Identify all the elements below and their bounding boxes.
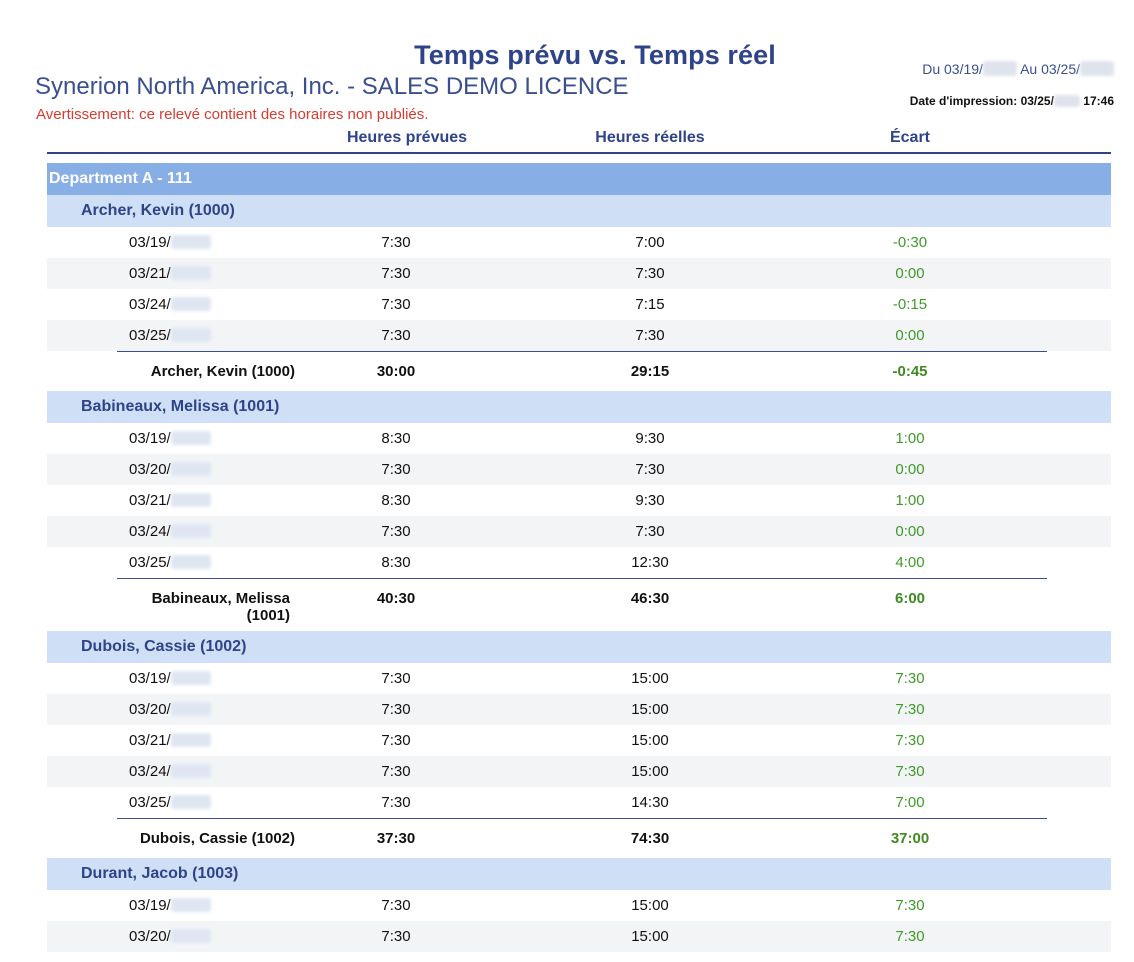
table-row — [47, 516, 1111, 547]
planned-hours: 7:30 — [381, 461, 411, 478]
variance-hours: 4:00 — [895, 554, 925, 571]
table-row — [47, 694, 1111, 725]
variance-hours: 7:30 — [895, 732, 925, 749]
actual-hours: 14:30 — [631, 794, 669, 811]
actual-hours: 15:00 — [631, 701, 669, 718]
variance-hours: 7:30 — [895, 763, 925, 780]
table-row — [47, 890, 1111, 921]
redacted-year — [171, 702, 211, 716]
redacted-year — [171, 266, 211, 280]
total-planned: 30:00 — [376, 363, 416, 380]
date-range — [922, 61, 1114, 77]
row-date: 03/19/ — [129, 430, 171, 447]
employee-total-row — [47, 818, 1111, 858]
row-date: 03/24/ — [129, 296, 171, 313]
table-row — [47, 663, 1111, 694]
redacted-year — [171, 493, 211, 507]
table-row — [47, 423, 1111, 454]
planned-hours: 8:30 — [381, 492, 411, 509]
total-divider — [117, 578, 1047, 579]
header-divider — [47, 152, 1111, 154]
actual-hours: 7:30 — [635, 265, 665, 282]
variance-hours: 0:00 — [895, 327, 925, 344]
actual-hours: 12:30 — [631, 554, 669, 571]
employee-total-row — [47, 578, 1111, 631]
redacted-year — [171, 462, 211, 476]
planned-hours: 7:30 — [381, 670, 411, 687]
row-date: 03/20/ — [129, 701, 171, 718]
variance-hours: 0:00 — [895, 265, 925, 282]
planned-hours: 7:30 — [381, 701, 411, 718]
total-variance: -0:45 — [892, 363, 928, 380]
actual-hours: 15:00 — [631, 763, 669, 780]
planned-hours: 7:30 — [381, 763, 411, 780]
table-row — [47, 454, 1111, 485]
row-date: 03/19/ — [129, 670, 171, 687]
range-to-label: Au 03/25/ — [1020, 61, 1080, 77]
variance-hours: -0:15 — [892, 296, 928, 313]
report-table — [47, 163, 1111, 952]
table-row — [47, 756, 1111, 787]
row-date: 03/19/ — [129, 234, 171, 251]
actual-hours: 7:30 — [635, 327, 665, 344]
row-date: 03/21/ — [129, 732, 171, 749]
row-date: 03/24/ — [129, 523, 171, 540]
company-name: Synerion North America, Inc. - SALES DEMO LICENCE — [35, 73, 629, 100]
redacted-year — [171, 235, 211, 249]
total-employee-name: Archer, Kevin (1000) — [150, 363, 295, 380]
variance-hours: 7:30 — [895, 670, 925, 687]
redacted-year — [171, 671, 211, 685]
total-employee-name: Babineaux, Melissa (1001) — [151, 590, 290, 624]
table-row — [47, 921, 1111, 952]
row-date: 03/25/ — [129, 794, 171, 811]
redacted-year — [171, 555, 211, 569]
employee-header: Archer, Kevin (1000) — [47, 195, 1111, 227]
print-time: 17:46 — [1083, 94, 1114, 108]
row-date: 03/21/ — [129, 492, 171, 509]
row-date: 03/25/ — [129, 327, 171, 344]
redacted-year — [171, 764, 211, 778]
table-row — [47, 320, 1111, 351]
planned-hours: 8:30 — [381, 430, 411, 447]
redacted-year — [983, 61, 1017, 76]
row-date: 03/21/ — [129, 265, 171, 282]
planned-hours: 7:30 — [381, 794, 411, 811]
actual-hours: 9:30 — [635, 430, 665, 447]
range-from-label: Du 03/19/ — [922, 61, 983, 77]
print-date-label: Date d'impression: 03/25/ — [909, 94, 1054, 108]
table-row — [47, 787, 1111, 818]
variance-hours: -0:30 — [892, 234, 928, 251]
actual-hours: 15:00 — [631, 732, 669, 749]
redacted-year — [171, 431, 211, 445]
actual-hours: 7:00 — [635, 234, 665, 251]
total-planned: 37:30 — [376, 830, 416, 847]
table-row — [47, 289, 1111, 320]
report-title: Temps prévu vs. Temps réel — [414, 40, 776, 70]
employee-header: Durant, Jacob (1003) — [47, 858, 1111, 890]
redacted-year — [171, 733, 211, 747]
redacted-year — [171, 929, 211, 943]
total-divider — [117, 351, 1047, 352]
total-actual: 74:30 — [630, 830, 670, 847]
redacted-year — [171, 524, 211, 538]
actual-hours: 7:30 — [635, 523, 665, 540]
redacted-year — [1080, 61, 1114, 76]
employee-header: Dubois, Cassie (1002) — [47, 631, 1111, 663]
planned-hours: 7:30 — [381, 928, 411, 945]
unpublished-warning: Avertissement: ce relevé contient des horaires non publiés. — [36, 106, 429, 123]
total-divider — [117, 818, 1047, 819]
redacted-year — [171, 898, 211, 912]
row-date: 03/20/ — [129, 461, 171, 478]
planned-hours: 7:30 — [381, 234, 411, 251]
table-row — [47, 725, 1111, 756]
total-actual: 29:15 — [630, 363, 670, 380]
row-date: 03/19/ — [129, 897, 171, 914]
variance-hours: 7:30 — [895, 928, 925, 945]
actual-hours: 7:30 — [635, 461, 665, 478]
employee-header: Babineaux, Melissa (1001) — [47, 391, 1111, 423]
row-date: 03/25/ — [129, 554, 171, 571]
variance-hours: 7:30 — [895, 701, 925, 718]
row-date: 03/24/ — [129, 763, 171, 780]
actual-hours: 15:00 — [631, 928, 669, 945]
variance-hours: 0:00 — [895, 461, 925, 478]
planned-hours: 8:30 — [381, 554, 411, 571]
redacted-year — [1054, 95, 1080, 107]
table-row — [47, 485, 1111, 516]
total-employee-name: Dubois, Cassie (1002) — [139, 830, 295, 847]
variance-hours: 0:00 — [895, 523, 925, 540]
redacted-year — [171, 328, 211, 342]
actual-hours: 7:15 — [635, 296, 665, 313]
planned-hours: 7:30 — [381, 327, 411, 344]
employee-total-row — [47, 351, 1111, 391]
actual-hours: 15:00 — [631, 670, 669, 687]
redacted-year — [171, 297, 211, 311]
column-header-actual: Heures réelles — [595, 129, 705, 146]
variance-hours: 7:30 — [895, 897, 925, 914]
column-header-variance: Écart — [889, 129, 931, 146]
department-header: Department A - 111 — [47, 163, 1111, 195]
row-date: 03/20/ — [129, 928, 171, 945]
total-planned: 40:30 — [376, 590, 416, 607]
planned-hours: 7:30 — [381, 732, 411, 749]
planned-hours: 7:30 — [381, 296, 411, 313]
total-variance: 6:00 — [894, 590, 926, 607]
variance-hours: 1:00 — [895, 492, 925, 509]
planned-hours: 7:30 — [381, 897, 411, 914]
variance-hours: 1:00 — [895, 430, 925, 447]
actual-hours: 9:30 — [635, 492, 665, 509]
table-row — [47, 547, 1111, 578]
total-actual: 46:30 — [630, 590, 670, 607]
planned-hours: 7:30 — [381, 523, 411, 540]
column-header-planned: Heures prévues — [346, 129, 468, 146]
planned-hours: 7:30 — [381, 265, 411, 282]
table-row — [47, 227, 1111, 258]
actual-hours: 15:00 — [631, 897, 669, 914]
total-variance: 37:00 — [890, 830, 930, 847]
variance-hours: 7:00 — [895, 794, 925, 811]
redacted-year — [171, 795, 211, 809]
print-date — [910, 94, 1114, 108]
table-row — [47, 258, 1111, 289]
